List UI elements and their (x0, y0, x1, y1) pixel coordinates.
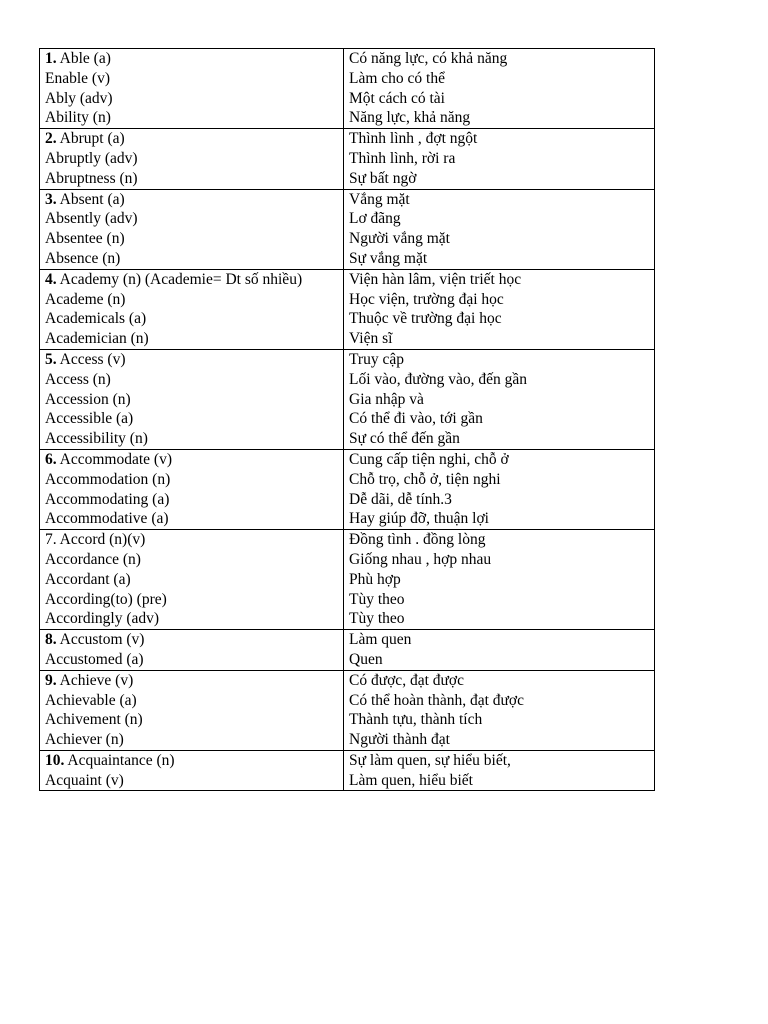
english-words-cell (40, 449, 344, 529)
meaning-line: Một cách có tài (349, 89, 445, 107)
headword-line (45, 530, 339, 550)
word-form: According(to) (pre) (45, 590, 167, 608)
word-form: Accommodation (n) (45, 470, 171, 488)
headword: Accustom (v) (59, 631, 145, 649)
meaning-line: Năng lực, khả năng (349, 109, 471, 127)
table-row (40, 630, 655, 671)
table-row (40, 189, 655, 269)
word-form: Achivement (n) (45, 711, 143, 729)
meaning-line: Viện sĩ (349, 330, 393, 348)
table-row (40, 269, 655, 349)
table-row (40, 670, 655, 750)
word-form: Accommodating (a) (45, 490, 170, 508)
meaning-line: Lối vào, đường vào, đến gần (349, 370, 528, 388)
meaning-line: Thành tựu, thành tích (349, 711, 483, 729)
english-words-cell (40, 129, 344, 189)
english-words-cell (40, 630, 344, 671)
meaning-line: Thình lình , đợt ngột (349, 130, 478, 148)
word-form: Academician (n) (45, 330, 149, 348)
meaning-line: Quen (349, 650, 383, 668)
headword: Academy (n) (Academie= Dt số nhiều) (59, 270, 303, 288)
table-row (40, 750, 655, 791)
meaning-line: Người thành đạt (349, 731, 450, 749)
headword-line (45, 350, 339, 370)
entry-number: 8. (45, 631, 57, 649)
entry-number: 4. (45, 270, 57, 288)
meaning-line: Sự vắng mặt (349, 249, 428, 267)
meaning-line: Hay giúp đỡ, thuận lợi (349, 510, 489, 528)
word-form: Accession (n) (45, 390, 131, 408)
meaning-line: Thình lình, rời ra (349, 149, 456, 167)
word-form: Abruptly (adv) (45, 149, 138, 167)
word-form: Accommodative (a) (45, 510, 169, 528)
meaning-line: Thuộc về trường đại học (349, 310, 502, 328)
vocabulary-table-body (40, 49, 655, 791)
vietnamese-meaning-cell (344, 129, 655, 189)
headword-line (45, 671, 339, 691)
meaning-line: Cung cấp tiện nghi, chỗ ở (349, 450, 509, 468)
meaning-line: Sự bất ngờ (349, 169, 417, 187)
meaning-line: Truy cập (349, 350, 404, 368)
headword: Able (a) (59, 50, 111, 67)
meaning-line: Đồng tình . đồng lòng (349, 531, 486, 549)
word-form: Ability (n) (45, 109, 111, 127)
meaning-line: Viện hàn lâm, viện triết học (349, 270, 522, 288)
table-row (40, 349, 655, 449)
word-form: Accordant (a) (45, 570, 131, 588)
entry-number: 7. (45, 531, 57, 549)
headword-line (45, 270, 339, 290)
vietnamese-meaning-cell (344, 269, 655, 349)
headword-line (45, 751, 339, 771)
word-form: Absentee (n) (45, 230, 125, 248)
entry-number: 3. (45, 190, 57, 208)
meaning-line: Làm quen (349, 631, 412, 649)
entry-number: 9. (45, 671, 57, 689)
headword: Acquaintance (n) (67, 751, 175, 769)
meaning-line: Làm cho có thể (349, 69, 445, 87)
headword: Accord (n)(v) (59, 531, 146, 549)
meaning-line: Tùy theo (349, 590, 405, 608)
meaning-line: Học viện, trường đại học (349, 290, 504, 308)
meaning-line: Có năng lực, có khả năng (349, 50, 508, 67)
meaning-line: Sự làm quen, sự hiểu biết, (349, 751, 511, 769)
headword: Absent (a) (59, 190, 125, 208)
meaning-line: Người vắng mặt (349, 230, 450, 248)
vietnamese-meaning-cell (344, 670, 655, 750)
word-form: Academicals (a) (45, 310, 147, 328)
meaning-line: Làm quen, hiểu biết (349, 771, 473, 789)
meaning-line: Gia nhập và (349, 390, 424, 408)
word-form: Achievable (a) (45, 691, 137, 709)
headword: Achieve (v) (59, 671, 134, 689)
vocabulary-table (39, 48, 655, 791)
meaning-line: Sự có thể đến gần (349, 430, 460, 448)
vietnamese-meaning-cell (344, 349, 655, 449)
meaning-line: Phù hợp (349, 570, 401, 588)
word-form: Enable (v) (45, 69, 110, 87)
english-words-cell (40, 269, 344, 349)
entry-number: 10. (45, 751, 65, 769)
english-words-cell (40, 49, 344, 129)
english-words-cell (40, 349, 344, 449)
vietnamese-meaning-cell (344, 449, 655, 529)
word-form: Achiever (n) (45, 731, 124, 749)
meaning-line: Có thể đi vào, tới gần (349, 410, 483, 428)
headword-line (45, 49, 339, 69)
vietnamese-meaning-cell (344, 750, 655, 791)
meaning-line: Có thể hoàn thành, đạt được (349, 691, 525, 709)
word-form: Ably (adv) (45, 89, 113, 107)
headword-line (45, 630, 339, 650)
entry-number: 1. (45, 50, 57, 67)
word-form: Accustomed (a) (45, 650, 144, 668)
headword-line (45, 129, 339, 149)
vietnamese-meaning-cell (344, 530, 655, 630)
word-form: Accordance (n) (45, 550, 141, 568)
english-words-cell (40, 670, 344, 750)
entry-number: 5. (45, 350, 57, 368)
meaning-line: Vắng mặt (349, 190, 410, 208)
word-form: Acquaint (v) (45, 771, 124, 789)
entry-number: 6. (45, 450, 57, 468)
word-form: Access (n) (45, 370, 111, 388)
english-words-cell (40, 750, 344, 791)
meaning-line: Chỗ trọ, chỗ ở, tiện nghi (349, 470, 501, 488)
word-form: Academe (n) (45, 290, 126, 308)
word-form: Accordingly (adv) (45, 610, 160, 628)
vietnamese-meaning-cell (344, 630, 655, 671)
word-form: Absence (n) (45, 249, 121, 267)
meaning-line: Có được, đạt được (349, 671, 464, 689)
table-row (40, 530, 655, 630)
table-row (40, 449, 655, 529)
english-words-cell (40, 189, 344, 269)
headword: Access (v) (59, 350, 126, 368)
headword-line (45, 190, 339, 210)
meaning-line: Tùy theo (349, 610, 405, 628)
table-row (40, 49, 655, 129)
word-form: Accessible (a) (45, 410, 134, 428)
headword: Accommodate (v) (59, 450, 172, 468)
table-row (40, 129, 655, 189)
vietnamese-meaning-cell (344, 189, 655, 269)
english-words-cell (40, 530, 344, 630)
vietnamese-meaning-cell (344, 49, 655, 129)
word-form: Accessibility (n) (45, 430, 148, 448)
meaning-line: Giống nhau , hợp nhau (349, 550, 492, 568)
headword: Abrupt (a) (59, 130, 125, 148)
word-form: Abruptness (n) (45, 169, 138, 187)
meaning-line: Dễ dãi, dễ tính.3 (349, 490, 452, 508)
word-form: Absently (adv) (45, 210, 138, 228)
headword-line (45, 450, 339, 470)
meaning-line: Lơ đãng (349, 210, 401, 228)
entry-number: 2. (45, 130, 57, 148)
